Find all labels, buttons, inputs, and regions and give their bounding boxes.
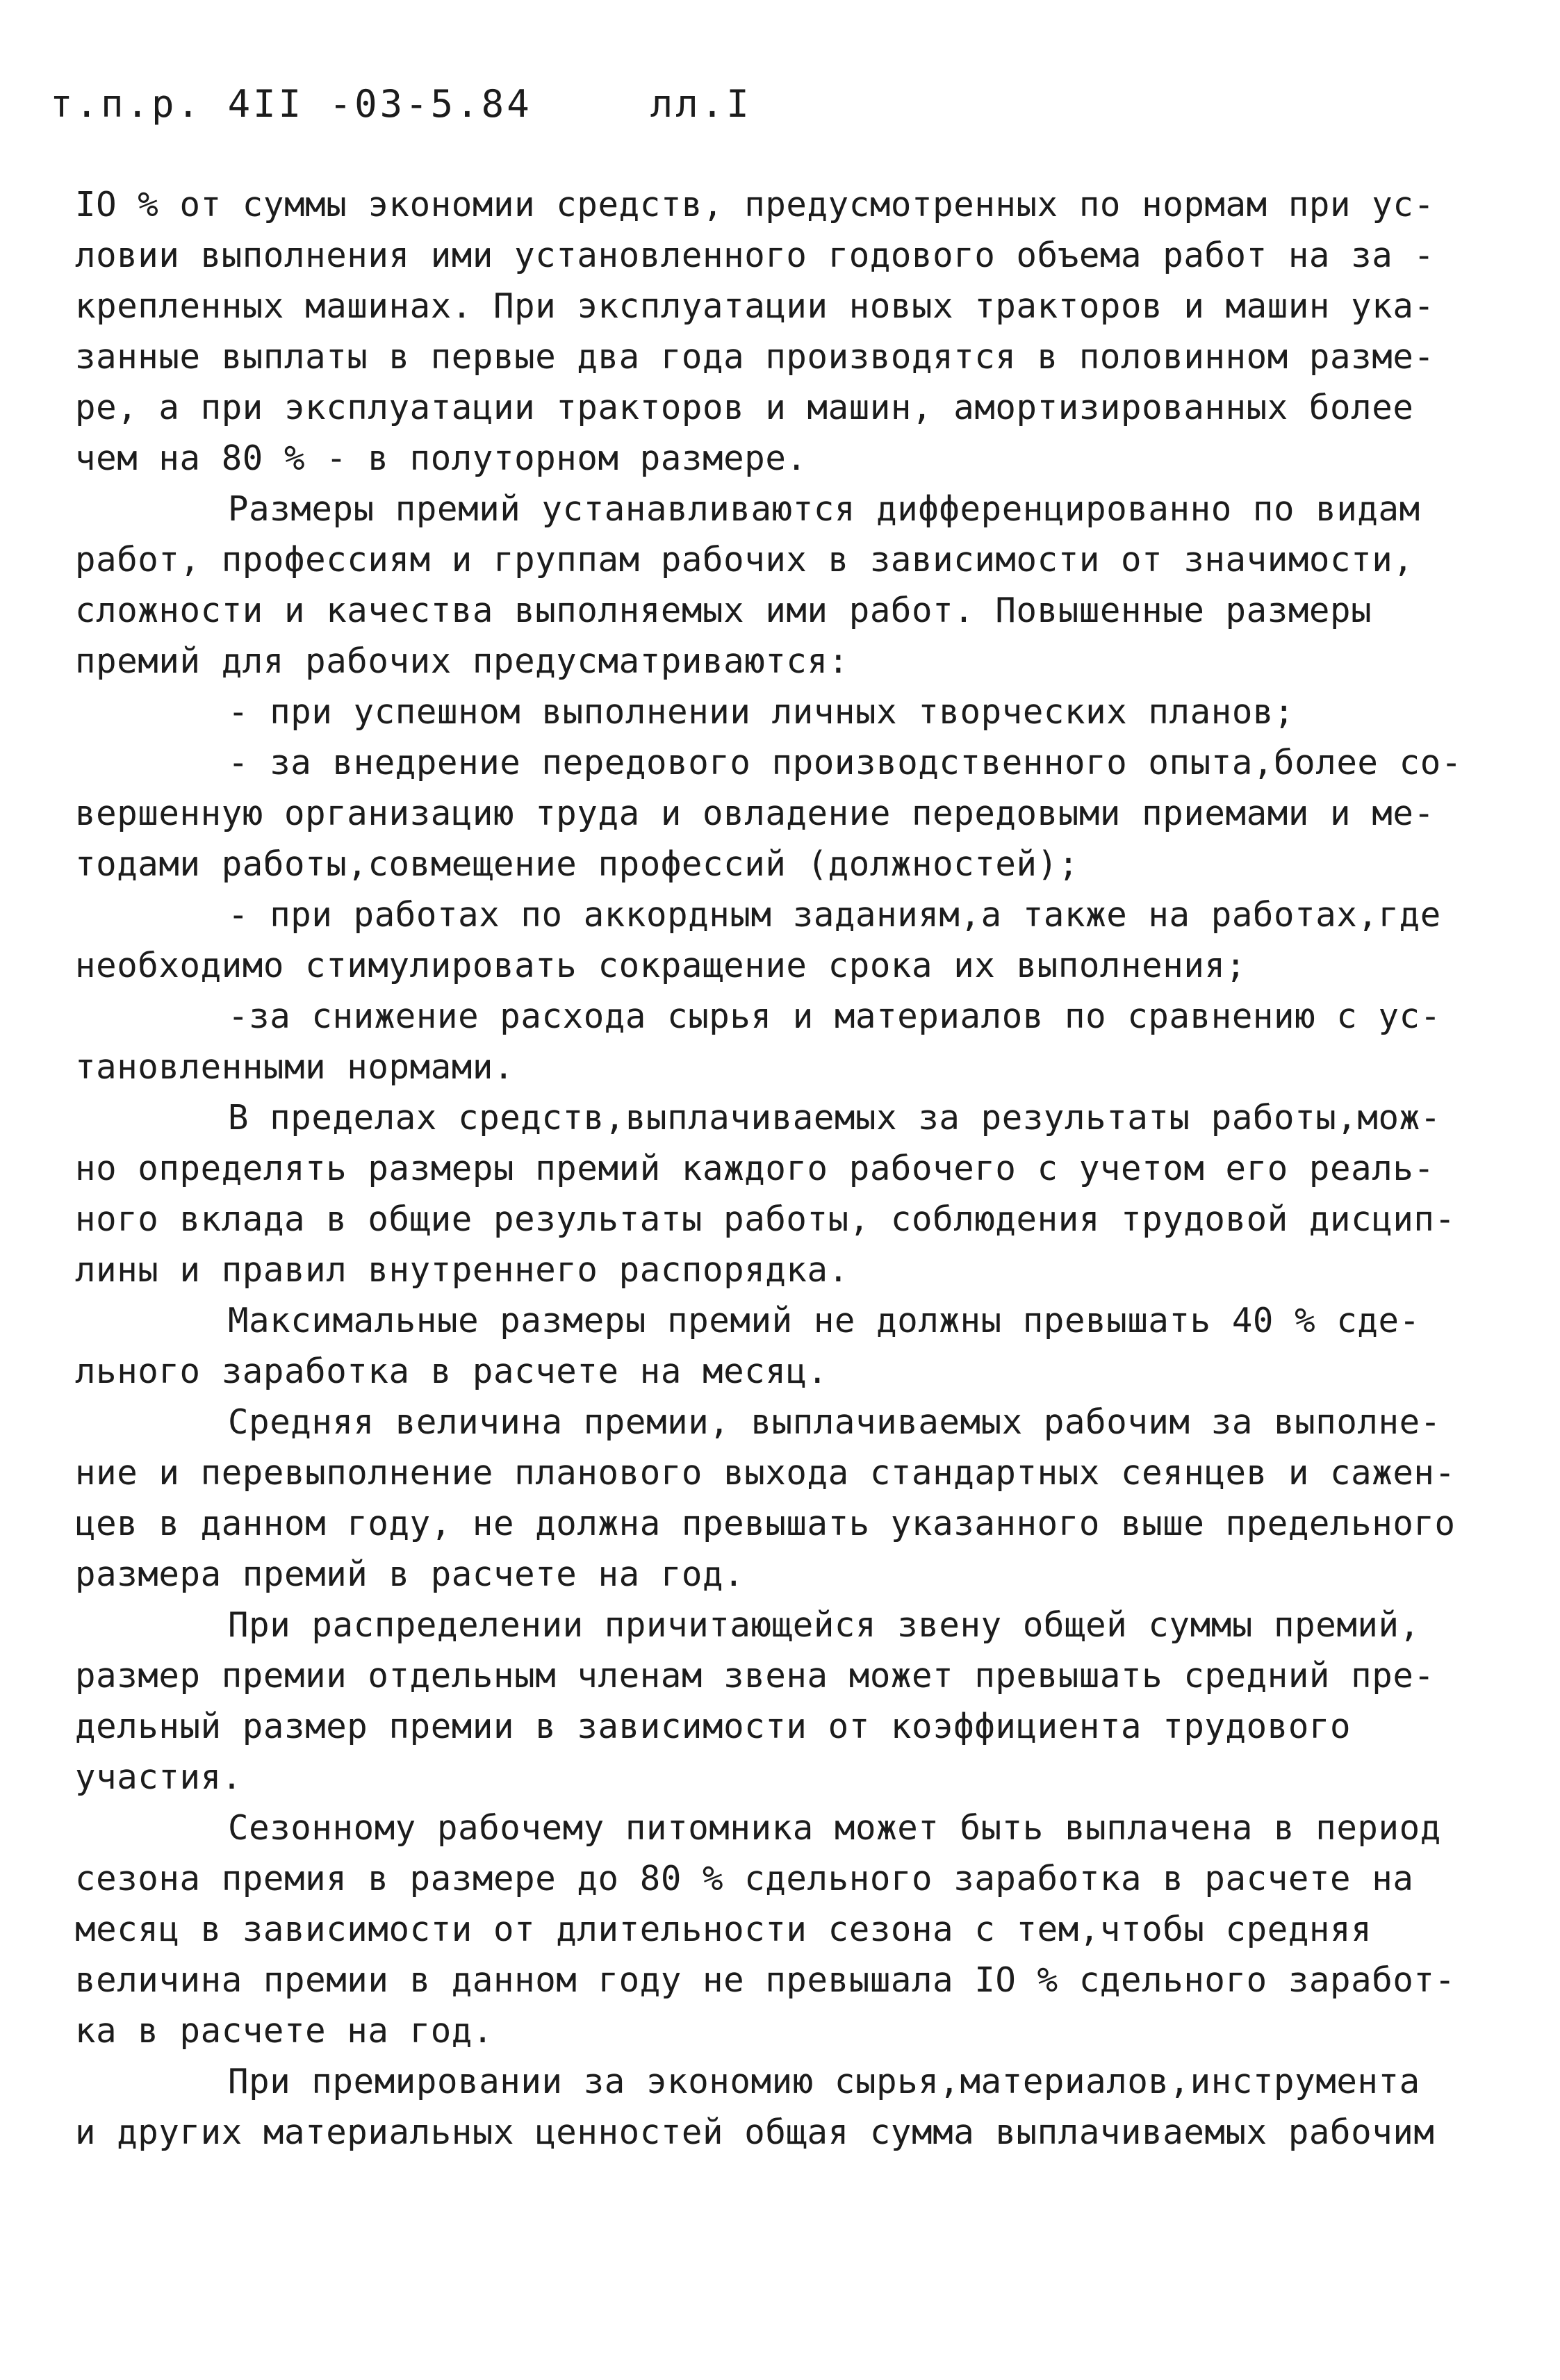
text-line: премий для рабочих предусматриваются:: [75, 641, 849, 681]
text-line: сложности и качества выполняемых ими работ. Повышенные размеры: [75, 591, 1372, 630]
text-line: необходимо стимулировать сокращение срока их выполнения;: [75, 946, 1247, 985]
text-line: цев в данном году, не должна превышать указанного выше предельного: [75, 1504, 1456, 1543]
text-line: лины и правил внутреннего распорядка.: [75, 1250, 849, 1290]
text-line: дельный размер премии в зависимости от коэффициента трудового: [75, 1707, 1352, 1746]
text-line: ре, а при эксплуатации тракторов и машин, амортизированных более: [75, 388, 1414, 427]
document-body: [75, 179, 1506, 2158]
text-line: Размеры премий устанавливаются дифференцированно по видам: [228, 489, 1420, 529]
text-line: чем на 80 % - в полуторном размере.: [75, 438, 807, 478]
text-line: Максимальные размеры премий не должны превышать 40 % сде-: [228, 1301, 1420, 1340]
text-line: ка в расчете на год.: [75, 2011, 494, 2051]
text-line: работ, профессиям и группам рабочих в зависимости от значимости,: [75, 540, 1414, 580]
text-line: тановленными нормами.: [75, 1047, 515, 1087]
text-line: размера премий в расчете на год.: [75, 1554, 745, 1594]
text-line: Сезонному рабочему питомника может быть выплачена в период: [228, 1808, 1441, 1848]
text-line: ного вклада в общие результаты работы, соблюдения трудовой дисцип-: [75, 1199, 1456, 1239]
document-code: т.п.р. 4II -03-5.84: [50, 82, 532, 126]
text-line: но определять размеры премий каждого рабочего с учетом его реаль-: [75, 1149, 1435, 1188]
text-line: При премировании за экономию сырья,материалов,инструмента: [228, 2062, 1420, 2101]
text-line: размер премии отдельным членам звена может превышать средний пре-: [75, 1656, 1435, 1696]
text-line: - при успешном выполнении личных творческих планов;: [228, 692, 1295, 732]
text-line: ловии выполнения ими установленного годового объема работ на за -: [75, 236, 1435, 275]
text-line: вершенную организацию труда и овладение передовыми приемами и ме-: [75, 794, 1435, 833]
text-line: крепленных машинах. При эксплуатации новых тракторов и машин ука-: [75, 286, 1435, 326]
text-line: В пределах средств,выплачиваемых за результаты работы,мож-: [228, 1098, 1441, 1138]
text-line: - при работах по аккордным заданиям,а также на работах,где: [228, 895, 1441, 935]
text-line: - за внедрение передового производственного опыта,более со-: [228, 743, 1462, 782]
text-line: тодами работы,совмещение профессий (должностей);: [75, 844, 1079, 884]
text-line: Средняя величина премии, выплачиваемых рабочим за выполне-: [228, 1402, 1441, 1442]
text-line: величина премии в данном году не превышала IO % сдельного заработ-: [75, 1960, 1456, 2000]
text-line: При распределении причитающейся звену общей суммы премий,: [228, 1605, 1420, 1645]
text-line: участия.: [75, 1757, 243, 1797]
text-line: занные выплаты в первые два года производятся в половинном разме-: [75, 337, 1435, 377]
text-line: -за снижение расхода сырья и материалов по сравнению с ус-: [228, 996, 1441, 1036]
sheet-number: лл.I: [650, 82, 752, 126]
text-line: и других материальных ценностей общая сумма выплачиваемых рабочим: [75, 2112, 1435, 2152]
text-line: льного заработка в расчете на месяц.: [75, 1352, 828, 1391]
text-line: ние и перевыполнение планового выхода стандартных сеянцев и сажен-: [75, 1453, 1456, 1493]
text-line: сезона премия в размере до 80 % сдельного заработка в расчете на: [75, 1859, 1414, 1898]
text-line: IO % от суммы экономии средств, предусмотренных по нормам при ус-: [75, 185, 1435, 224]
page-header: [50, 82, 752, 126]
text-line: месяц в зависимости от длительности сезона с тем,чтобы средняя: [75, 1910, 1372, 1949]
